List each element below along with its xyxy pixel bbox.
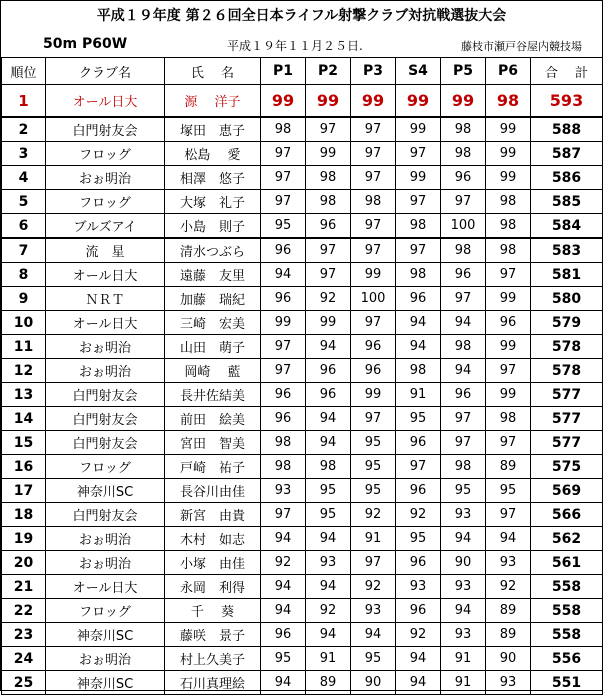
rank-cell: 14 [2, 407, 46, 431]
score-cell: 97 [261, 335, 306, 359]
total-cell: 587 [531, 142, 603, 166]
rank-cell: 5 [2, 190, 46, 214]
header-p1: P1 [261, 58, 306, 85]
table-row [2, 527, 603, 551]
score-cell: 98 [261, 117, 306, 142]
score-cell: 93 [396, 575, 441, 599]
score-cell: 89 [306, 671, 351, 695]
score-cell: 97 [261, 142, 306, 166]
name-cell: 永岡 利得 [165, 575, 261, 599]
score-cell: 90 [486, 647, 531, 671]
score-cell: 96 [261, 383, 306, 407]
score-cell: 95 [441, 479, 486, 503]
total-cell: 575 [531, 455, 603, 479]
score-cell: 99 [486, 335, 531, 359]
table-row [2, 85, 603, 118]
club-cell: おぉ明治 [46, 335, 165, 359]
rank-cell: 16 [2, 455, 46, 479]
rank-cell: 19 [2, 527, 46, 551]
score-cell: 97 [396, 455, 441, 479]
club-cell: おぉ明治 [46, 527, 165, 551]
score-cell: 94 [261, 527, 306, 551]
name-cell: 三崎 宏美 [165, 311, 261, 335]
score-cell: 94 [306, 623, 351, 647]
total-cell: 551 [531, 671, 603, 695]
score-cell: 94 [441, 311, 486, 335]
score-cell: 92 [351, 503, 396, 527]
score-cell: 93 [486, 551, 531, 575]
score-cell: 93 [441, 575, 486, 599]
rank-cell: 11 [2, 335, 46, 359]
club-cell: 白門射友会 [46, 431, 165, 455]
name-cell: 石川真理絵 [165, 671, 261, 695]
name-cell: 小塚 由佳 [165, 551, 261, 575]
table-row [2, 455, 603, 479]
score-cell: 92 [486, 575, 531, 599]
score-cell: 97 [351, 238, 396, 263]
name-cell: 塚田 恵子 [165, 117, 261, 142]
score-cell: 93 [351, 599, 396, 623]
score-cell: 91 [441, 671, 486, 695]
score-cell: 100 [351, 287, 396, 311]
page-title: 平成１９年度 第２６回全日本ライフル射撃クラブ対抗戦選抜大会 [96, 8, 507, 24]
table-row [2, 311, 603, 335]
name-cell: 木村 如志 [165, 527, 261, 551]
score-cell: 92 [396, 623, 441, 647]
score-cell: 95 [306, 479, 351, 503]
score-cell: 96 [396, 599, 441, 623]
score-cell: 94 [261, 263, 306, 287]
total-cell: 583 [531, 238, 603, 263]
score-cell: 89 [486, 599, 531, 623]
name-cell: 山田 萌子 [165, 335, 261, 359]
score-cell: 89 [486, 623, 531, 647]
club-cell: おぉ明治 [46, 359, 165, 383]
score-cell: 96 [351, 335, 396, 359]
score-cell: 97 [486, 263, 531, 287]
header-s4: S4 [396, 58, 441, 85]
score-cell: 94 [261, 575, 306, 599]
club-cell: 白門射友会 [46, 117, 165, 142]
score-cell: 99 [396, 117, 441, 142]
score-cell: 91 [441, 647, 486, 671]
score-cell: 96 [306, 214, 351, 239]
rank-cell: 4 [2, 166, 46, 190]
score-cell: 93 [261, 479, 306, 503]
score-cell: 97 [486, 359, 531, 383]
header-rank: 順位 [2, 58, 46, 85]
score-cell: 98 [396, 359, 441, 383]
score-cell: 92 [261, 551, 306, 575]
score-cell: 98 [441, 238, 486, 263]
score-cell: 98 [306, 166, 351, 190]
name-cell: 大塚 礼子 [165, 190, 261, 214]
score-cell: 98 [261, 455, 306, 479]
score-cell: 91 [351, 527, 396, 551]
score-cell: 94 [306, 431, 351, 455]
score-cell: 95 [351, 647, 396, 671]
rank-cell: 20 [2, 551, 46, 575]
club-cell: オール日大 [46, 311, 165, 335]
score-cell: 91 [306, 647, 351, 671]
score-cell: 96 [441, 166, 486, 190]
score-cell: 99 [486, 287, 531, 311]
score-cell: 95 [351, 479, 396, 503]
score-cell: 97 [261, 359, 306, 383]
score-cell: 96 [306, 359, 351, 383]
score-cell: 97 [396, 190, 441, 214]
table-row [2, 335, 603, 359]
score-cell: 95 [396, 527, 441, 551]
total-cell: 556 [531, 647, 603, 671]
event-venue: 藤枝市瀬戸谷屋内競技場 [461, 40, 582, 53]
total-cell: 593 [531, 85, 603, 118]
score-cell: 96 [261, 623, 306, 647]
total-cell: 581 [531, 263, 603, 287]
club-cell: ＮＲＴ [46, 287, 165, 311]
name-cell: 藤咲 景子 [165, 623, 261, 647]
table-row [2, 166, 603, 190]
score-cell: 98 [486, 85, 531, 118]
score-cell: 99 [261, 85, 306, 118]
score-cell: 99 [306, 85, 351, 118]
name-cell: 遠藤 友里 [165, 263, 261, 287]
rank-cell: 2 [2, 117, 46, 142]
name-cell: 相澤 悠子 [165, 166, 261, 190]
table-row [2, 383, 603, 407]
score-cell: 91 [396, 383, 441, 407]
total-cell: 578 [531, 335, 603, 359]
score-cell: 94 [351, 623, 396, 647]
total-cell: 558 [531, 575, 603, 599]
score-cell: 95 [261, 214, 306, 239]
score-cell: 93 [306, 551, 351, 575]
header-p2: P2 [306, 58, 351, 85]
score-cell: 98 [441, 142, 486, 166]
club-cell: フロッグ [46, 455, 165, 479]
score-cell: 98 [441, 117, 486, 142]
rank-cell: 24 [2, 647, 46, 671]
results-table [1, 57, 603, 695]
score-cell: 94 [306, 407, 351, 431]
score-cell: 96 [396, 287, 441, 311]
total-cell: 577 [531, 431, 603, 455]
score-cell: 94 [396, 671, 441, 695]
score-cell: 93 [441, 503, 486, 527]
score-cell: 94 [441, 599, 486, 623]
score-cell: 96 [396, 551, 441, 575]
header-total: 合 計 [531, 58, 603, 85]
score-cell: 98 [396, 214, 441, 239]
score-cell: 99 [261, 311, 306, 335]
name-cell: 加藤 瑞紀 [165, 287, 261, 311]
score-cell: 90 [441, 551, 486, 575]
score-cell: 94 [261, 599, 306, 623]
table-row [2, 117, 603, 142]
total-cell: 577 [531, 407, 603, 431]
table-row [2, 359, 603, 383]
rank-cell: 18 [2, 503, 46, 527]
score-cell: 99 [396, 85, 441, 118]
table-row [2, 214, 603, 239]
score-cell: 97 [396, 142, 441, 166]
header-club: クラブ名 [46, 58, 165, 85]
score-cell: 96 [441, 263, 486, 287]
score-cell: 93 [486, 671, 531, 695]
table-row [2, 575, 603, 599]
total-cell: 584 [531, 214, 603, 239]
score-cell: 97 [351, 407, 396, 431]
rank-cell: 17 [2, 479, 46, 503]
total-cell: 569 [531, 479, 603, 503]
score-cell: 97 [486, 503, 531, 527]
score-cell: 99 [351, 383, 396, 407]
score-cell: 97 [306, 263, 351, 287]
score-cell: 98 [486, 214, 531, 239]
score-cell: 97 [351, 214, 396, 239]
score-cell: 99 [441, 85, 486, 118]
name-cell: 長井佐結美 [165, 383, 261, 407]
score-cell: 96 [261, 287, 306, 311]
table-row [2, 431, 603, 455]
score-cell: 98 [306, 190, 351, 214]
header-p5: P5 [441, 58, 486, 85]
score-cell: 92 [306, 287, 351, 311]
rank-cell: 1 [2, 85, 46, 118]
score-cell: 97 [351, 311, 396, 335]
score-cell: 98 [486, 407, 531, 431]
score-cell: 97 [441, 190, 486, 214]
club-cell: 神奈川SC [46, 479, 165, 503]
score-cell: 94 [261, 671, 306, 695]
club-cell: おぉ明治 [46, 166, 165, 190]
club-cell: 流 星 [46, 238, 165, 263]
rank-cell: 8 [2, 263, 46, 287]
score-cell: 99 [486, 117, 531, 142]
rank-cell: 3 [2, 142, 46, 166]
score-cell: 94 [396, 311, 441, 335]
score-cell: 92 [306, 599, 351, 623]
name-cell: 小島 則子 [165, 214, 261, 239]
club-cell: フロッグ [46, 190, 165, 214]
score-cell: 98 [486, 238, 531, 263]
club-cell: 白門射友会 [46, 503, 165, 527]
score-cell: 96 [306, 383, 351, 407]
score-cell: 98 [441, 455, 486, 479]
table-row [2, 407, 603, 431]
club-cell: フロッグ [46, 599, 165, 623]
table-row [2, 647, 603, 671]
rank-cell: 10 [2, 311, 46, 335]
score-cell: 92 [351, 575, 396, 599]
name-cell: 村上久美子 [165, 647, 261, 671]
table-row [2, 263, 603, 287]
score-cell: 97 [261, 166, 306, 190]
score-cell: 98 [486, 190, 531, 214]
score-cell: 96 [396, 431, 441, 455]
club-cell: 白門射友会 [46, 383, 165, 407]
score-cell: 99 [306, 142, 351, 166]
rank-cell: 12 [2, 359, 46, 383]
score-cell: 97 [351, 142, 396, 166]
score-cell: 99 [486, 383, 531, 407]
rank-cell: 22 [2, 599, 46, 623]
score-cell: 94 [306, 527, 351, 551]
score-cell: 96 [441, 383, 486, 407]
table-row [2, 503, 603, 527]
score-cell: 98 [351, 190, 396, 214]
score-cell: 98 [441, 335, 486, 359]
name-cell: 長谷川由佳 [165, 479, 261, 503]
rank-cell: 7 [2, 238, 46, 263]
score-cell: 99 [306, 311, 351, 335]
header-name: 氏 名 [165, 58, 261, 85]
score-cell: 98 [396, 263, 441, 287]
total-cell: 558 [531, 599, 603, 623]
name-cell: 戸崎 祐子 [165, 455, 261, 479]
total-cell: 579 [531, 311, 603, 335]
total-cell: 561 [531, 551, 603, 575]
name-cell: 宮田 智美 [165, 431, 261, 455]
total-cell: 588 [531, 117, 603, 142]
score-cell: 97 [441, 407, 486, 431]
score-cell: 97 [351, 117, 396, 142]
score-cell: 92 [396, 503, 441, 527]
score-cell: 96 [261, 238, 306, 263]
club-cell: 神奈川SC [46, 623, 165, 647]
total-cell: 586 [531, 166, 603, 190]
rank-cell: 23 [2, 623, 46, 647]
name-cell: 清水つぶら [165, 238, 261, 263]
score-cell: 97 [351, 166, 396, 190]
table-row [2, 479, 603, 503]
header-p6: P6 [486, 58, 531, 85]
score-cell: 97 [306, 238, 351, 263]
score-cell: 94 [396, 335, 441, 359]
club-cell: オール日大 [46, 85, 165, 118]
score-cell: 94 [306, 575, 351, 599]
score-cell: 96 [351, 359, 396, 383]
score-cell: 99 [486, 142, 531, 166]
table-row [2, 190, 603, 214]
score-cell: 95 [351, 455, 396, 479]
table-row [2, 551, 603, 575]
score-cell: 97 [486, 431, 531, 455]
rank-cell: 6 [2, 214, 46, 239]
header-row [2, 58, 603, 85]
club-cell: 白門射友会 [46, 407, 165, 431]
score-cell: 94 [486, 527, 531, 551]
score-cell: 97 [261, 190, 306, 214]
score-cell: 99 [486, 166, 531, 190]
score-cell: 97 [351, 551, 396, 575]
table-row [2, 287, 603, 311]
score-cell: 94 [441, 359, 486, 383]
score-cell: 90 [351, 671, 396, 695]
name-cell: 岡崎 藍 [165, 359, 261, 383]
name-cell: 松島 愛 [165, 142, 261, 166]
table-row [2, 623, 603, 647]
name-cell: 新宮 由貴 [165, 503, 261, 527]
rank-cell: 13 [2, 383, 46, 407]
club-cell: オール日大 [46, 263, 165, 287]
rank-cell: 21 [2, 575, 46, 599]
score-cell: 99 [351, 85, 396, 118]
score-cell: 97 [396, 238, 441, 263]
score-cell: 93 [441, 623, 486, 647]
rank-cell: 15 [2, 431, 46, 455]
score-cell: 96 [396, 479, 441, 503]
name-cell: 源 洋子 [165, 85, 261, 118]
info-row [1, 31, 602, 57]
total-cell: 578 [531, 359, 603, 383]
event-name: 50m P60W [43, 36, 128, 52]
table-row [2, 238, 603, 263]
score-cell: 95 [396, 407, 441, 431]
table-row [2, 599, 603, 623]
name-cell: 千 葵 [165, 599, 261, 623]
name-cell: 前田 絵美 [165, 407, 261, 431]
score-cell: 89 [486, 455, 531, 479]
score-cell: 100 [441, 214, 486, 239]
score-cell: 94 [396, 647, 441, 671]
score-cell: 96 [261, 407, 306, 431]
club-cell: 神奈川SC [46, 671, 165, 695]
score-cell: 95 [486, 479, 531, 503]
header-p3: P3 [351, 58, 396, 85]
score-cell: 99 [396, 166, 441, 190]
club-cell: ブルズアイ [46, 214, 165, 239]
total-cell: 562 [531, 527, 603, 551]
club-cell: フロッグ [46, 142, 165, 166]
score-cell: 95 [351, 431, 396, 455]
event-date: 平成１９年１１月２５日. [227, 39, 363, 53]
score-cell: 96 [486, 311, 531, 335]
club-cell: おぉ明治 [46, 647, 165, 671]
score-cell: 97 [261, 503, 306, 527]
total-cell: 566 [531, 503, 603, 527]
total-cell: 585 [531, 190, 603, 214]
club-cell: おぉ明治 [46, 551, 165, 575]
rank-cell: 25 [2, 671, 46, 695]
score-cell: 99 [351, 263, 396, 287]
total-cell: 577 [531, 383, 603, 407]
club-cell: オール日大 [46, 575, 165, 599]
total-cell: 558 [531, 623, 603, 647]
score-cell: 94 [441, 527, 486, 551]
score-cell: 95 [306, 503, 351, 527]
table-row [2, 142, 603, 166]
score-cell: 97 [441, 431, 486, 455]
score-cell: 95 [261, 647, 306, 671]
score-cell: 98 [261, 431, 306, 455]
score-cell: 94 [306, 335, 351, 359]
score-cell: 97 [441, 287, 486, 311]
score-cell: 97 [306, 117, 351, 142]
rank-cell: 9 [2, 287, 46, 311]
total-cell: 580 [531, 287, 603, 311]
score-cell: 98 [306, 455, 351, 479]
